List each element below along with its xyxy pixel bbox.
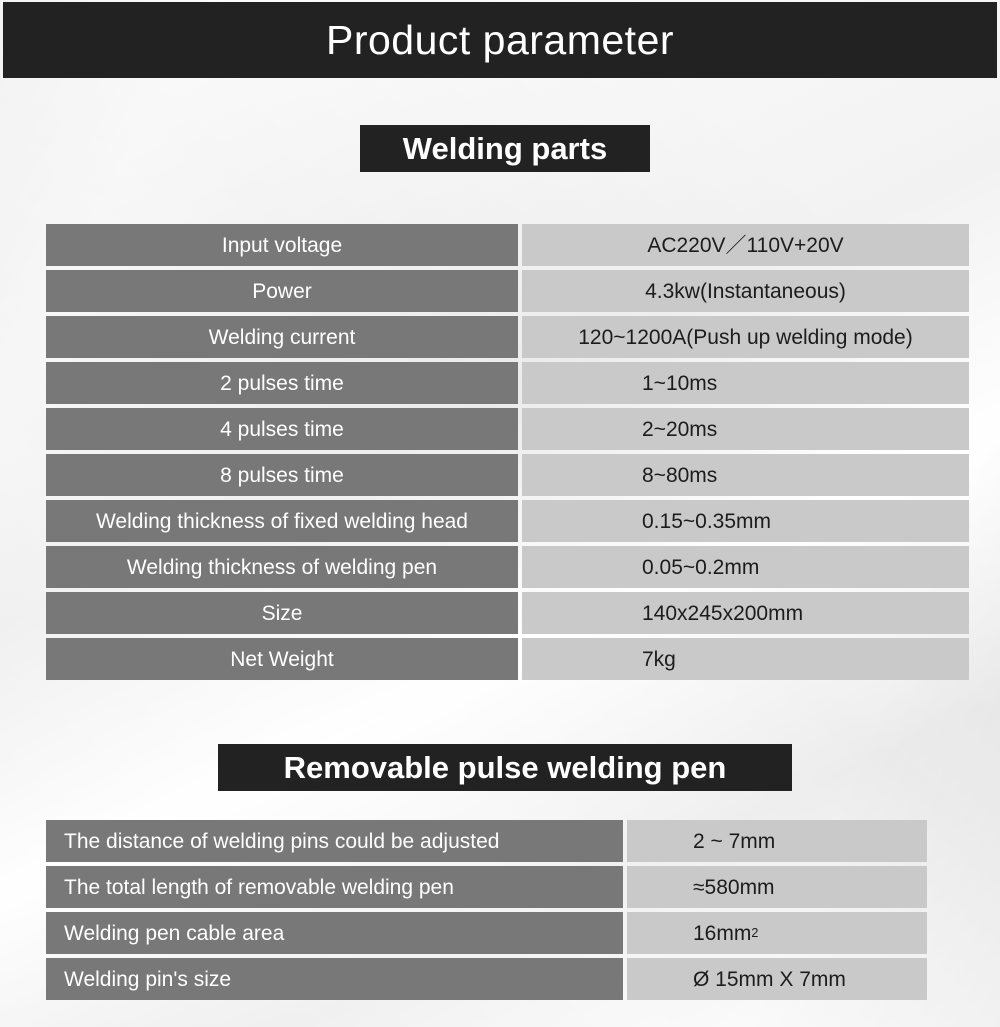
spec-value: Ø 15mm X 7mm [627,958,927,1000]
spec-label: Power [46,270,518,312]
spec-value: 140x245x200mm [522,592,969,634]
table-row [46,454,969,496]
spec-label: The total length of removable welding pen [46,866,623,908]
table-row [46,866,927,908]
spec-label: Size [46,592,518,634]
spec-label: Net Weight [46,638,518,680]
spec-label: The distance of welding pins could be adjusted [46,820,623,862]
table-row [46,362,969,404]
spec-label: Welding thickness of welding pen [46,546,518,588]
table-row [46,958,927,1000]
spec-value: 0.05~0.2mm [522,546,969,588]
spec-label: Welding current [46,316,518,358]
table-row [46,912,927,954]
spec-value: 0.15~0.35mm [522,500,969,542]
table-row [46,820,927,862]
table-row [46,500,969,542]
section-badge-removable-pulse-welding-pen [218,744,792,791]
spec-value: 16mm 2 [627,912,927,954]
spec-value: 4.3kw(Instantaneous) [522,270,969,312]
section-badge-welding-parts [360,125,650,172]
spec-label: Welding thickness of fixed welding head [46,500,518,542]
spec-value: 8~80ms [522,454,969,496]
spec-value: 1~10ms [522,362,969,404]
spec-value: 7kg [522,638,969,680]
spec-value: ≈580mm [627,866,927,908]
spec-label: 4 pulses time [46,408,518,450]
table-row [46,316,969,358]
table-row [46,638,969,680]
spec-value: AC220V／110V+20V [522,224,969,266]
welding-pen-spec-table [46,820,927,1000]
spec-value-text: 16mm [693,921,752,945]
spec-label: Input voltage [46,224,518,266]
spec-value: 2~20ms [522,408,969,450]
spec-label: Welding pin's size [46,958,623,1000]
section-badge-welding-parts-label: Welding parts [402,131,608,166]
spec-value: 2 ~ 7mm [627,820,927,862]
spec-label: 8 pulses time [46,454,518,496]
page-title-bar [3,2,997,78]
spec-label: Welding pen cable area [46,912,623,954]
table-row [46,546,969,588]
table-row [46,592,969,634]
page-title: Product parameter [325,16,675,63]
table-row [46,408,969,450]
table-row [46,224,969,266]
spec-value: 120~1200A(Push up welding mode) [522,316,969,358]
table-row [46,270,969,312]
welding-parts-spec-table [46,224,969,680]
section-badge-removable-pulse-welding-pen-label: Removable pulse welding pen [283,750,727,785]
spec-label: 2 pulses time [46,362,518,404]
